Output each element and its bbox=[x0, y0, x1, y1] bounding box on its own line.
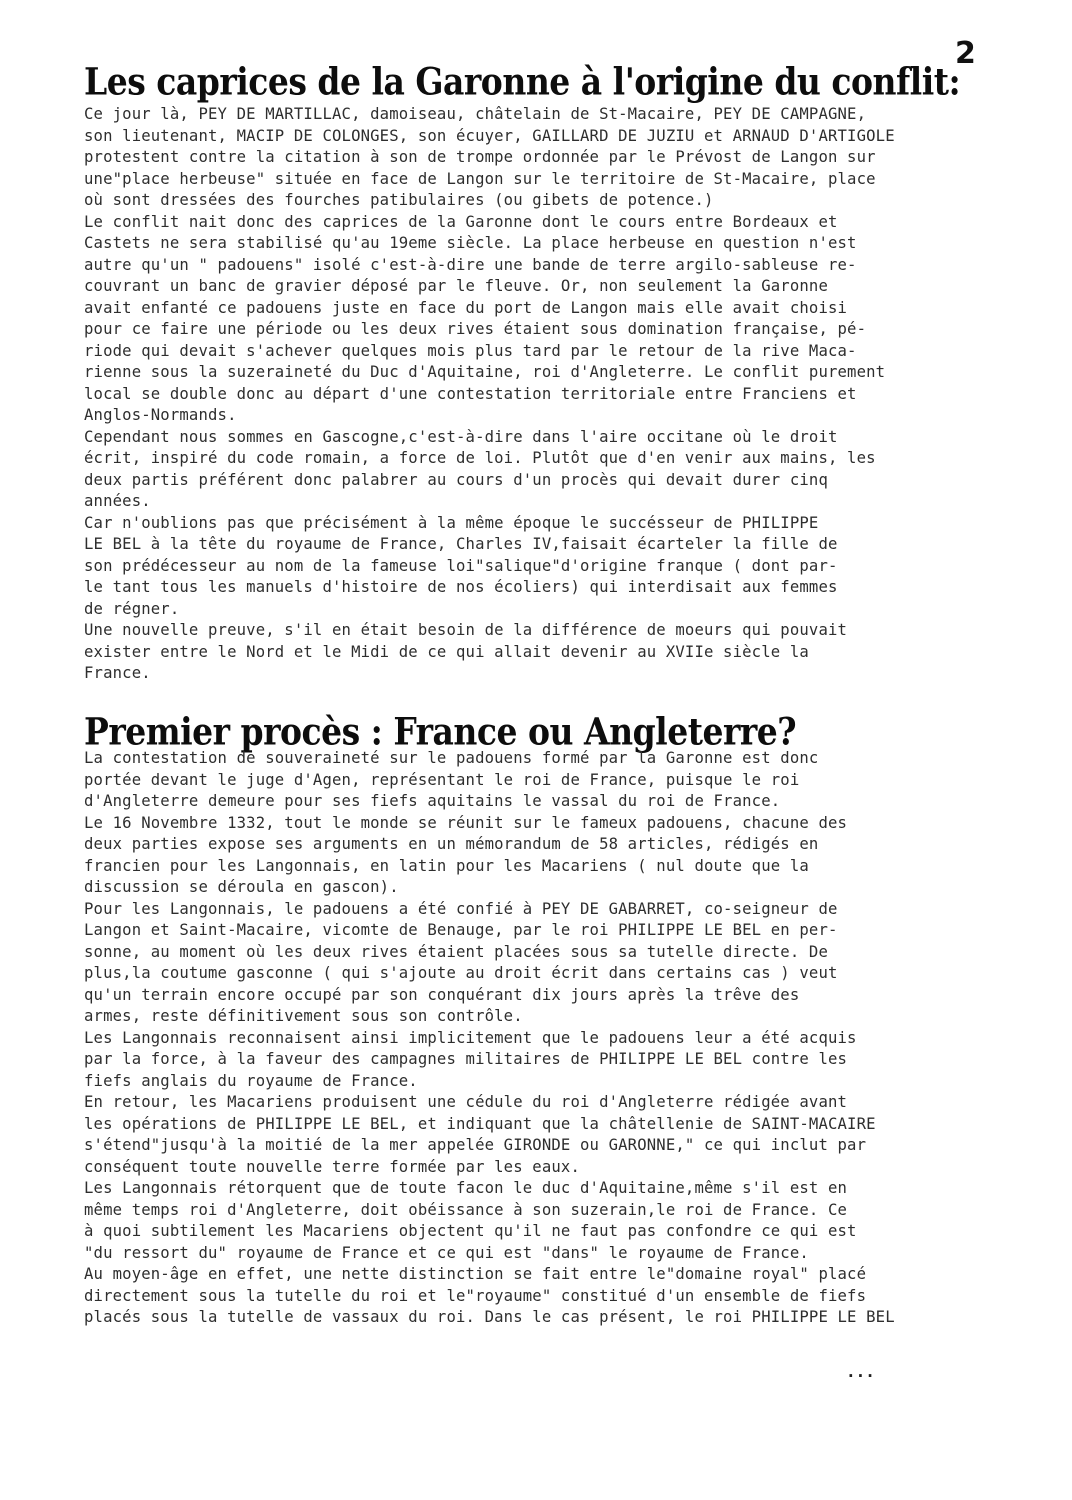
text-line: Les Langonnais reconnaisent ainsi implicitement que le padouens leur a été acquis bbox=[84, 1028, 857, 1047]
section-body-premier-proces bbox=[84, 748, 999, 1329]
text-line: Une nouvelle preuve, s'il en était besoin de la différence de moeurs qui pouvait bbox=[84, 621, 848, 639]
text-line: qu'un terrain encore occupé par son conquérant dix jours après la trêve des bbox=[84, 985, 800, 1004]
text-line: En retour, les Macariens produisent une cédule du roi d'Angleterre rédigée avant bbox=[84, 1093, 848, 1111]
text-line: Langon et Saint-Macaire, vicomte de Benauge, par le roi PHILIPPE LE BEL en per- bbox=[84, 921, 838, 939]
text-line: le tant tous les manuels d'histoire de nos écoliers) qui interdisait aux femmes bbox=[84, 578, 838, 596]
text-line: francien pour les Langonnais, en latin pour les Macariens ( nul doute que la bbox=[84, 856, 809, 875]
text-line: discussion se déroula en gascon). bbox=[84, 878, 399, 896]
text-line: local se double donc au départ d'une contestation territoriale entre Franciens et bbox=[84, 384, 857, 403]
text-line: armes, reste définitivement sous son contrôle. bbox=[84, 1007, 523, 1025]
text-line: protestent contre la citation à son de trompe ordonnée par le Prévost de Langon sur bbox=[84, 148, 876, 166]
section-body-caprices bbox=[84, 104, 999, 685]
text-line: Pour les Langonnais, le padouens a été confié à PEY DE GABARRET, co-seigneur de bbox=[84, 899, 838, 918]
text-line: exister entre le Nord et le Midi de ce qui allait devenir au XVIIe siècle la bbox=[84, 642, 809, 661]
text-line: par la force, à la faveur des campagnes militaires de PHILIPPE LE BEL contre les bbox=[84, 1050, 848, 1068]
text-line: Le conflit nait donc des caprices de la Garonne dont le cours entre Bordeaux et bbox=[84, 212, 838, 231]
text-line: d'Angleterre demeure pour ses fiefs aquitains le vassal du roi de France. bbox=[84, 792, 781, 810]
text-line: Les Langonnais rétorquent que de toute facon le duc d'Aquitaine,même s'il est en bbox=[84, 1179, 848, 1197]
text-line: LE BEL à la tête du royaume de France, Charles IV,faisait écarteler la fille de bbox=[84, 535, 838, 553]
continuation-mark: ... bbox=[846, 1362, 875, 1381]
text-line: autre qu'un " padouens" isolé c'est-à-dire une bande de terre argilo-sableuse re- bbox=[84, 255, 857, 274]
text-line: une"place herbeuse" située en face de Langon sur le territoire de St-Macaire, place bbox=[84, 169, 876, 188]
text-line: pour ce faire une période ou les deux rives étaient sous domination française, pé- bbox=[84, 320, 867, 338]
text-line: directement sous la tutelle du roi et le"royaume" constitué d'un ensemble de fiefs bbox=[84, 1286, 867, 1305]
text-line: son prédécesseur au nom de la fameuse loi"salique"d'origine franque ( dont par- bbox=[84, 556, 838, 575]
text-line: "du ressort du" royaume de France et ce qui est "dans" le royaume de France. bbox=[84, 1243, 809, 1262]
text-line: même temps roi d'Angleterre, doit obéissance à son suzerain,le roi de France. Ce bbox=[84, 1200, 848, 1219]
text-line: Anglos-Normands. bbox=[84, 406, 237, 424]
text-line: Ce jour là, PEY DE MARTILLAC, damoiseau, châtelain de St-Macaire, PEY DE CAMPAGNE, bbox=[84, 105, 867, 123]
text-line: écrit, inspiré du code romain, a force de loi. Plutôt que d'en venir aux mains, les bbox=[84, 449, 876, 467]
section-heading-premier-proces: Premier procès : France ou Angleterre? bbox=[84, 710, 797, 754]
section-heading-caprices: Les caprices de la Garonne à l'origine du conflit: bbox=[84, 60, 961, 104]
text-line: Cependant nous sommes en Gascogne,c'est-à-dire dans l'aire occitane où le droit bbox=[84, 427, 838, 446]
text-line: s'étend"jusqu'à la moitié de la mer appelée GIRONDE ou GARONNE," ce qui inclut par bbox=[84, 1136, 867, 1154]
text-line: Castets ne sera stabilisé qu'au 19eme siècle. La place herbeuse en question n'est bbox=[84, 234, 857, 252]
text-line: les opérations de PHILIPPE LE BEL, et indiquant que la châtellenie de SAINT-MACAIRE bbox=[84, 1114, 876, 1133]
text-line: années. bbox=[84, 492, 151, 510]
text-line: couvrant un banc de gravier déposé par le fleuve. Or, non seulement la Garonne bbox=[84, 277, 828, 295]
text-line: rienne sous la suzeraineté du Duc d'Aquitaine, roi d'Angleterre. Le conflit purement bbox=[84, 363, 886, 381]
text-line: conséquent toute nouvelle terre formée par les eaux. bbox=[84, 1157, 580, 1176]
text-line: portée devant le juge d'Agen, représentant le roi de France, puisque le roi bbox=[84, 770, 800, 789]
text-line: plus,la coutume gasconne ( qui s'ajoute au droit écrit dans certains cas ) veut bbox=[84, 964, 838, 982]
text-line: deux partis préférent donc palabrer au cours d'un procès qui devait durer cinq bbox=[84, 470, 828, 489]
text-line: riode qui devait s'achever quelques mois plus tard par le retour de la rive Maca- bbox=[84, 341, 857, 360]
text-line: son lieutenant, MACIP DE COLONGES, son écuyer, GAILLARD DE JUZIU et ARNAUD D'ARTIGOLE bbox=[84, 126, 895, 145]
text-line: de régner. bbox=[84, 599, 180, 618]
text-line: deux parties expose ses arguments en un mémorandum de 58 articles, rédigés en bbox=[84, 835, 819, 853]
text-line: sonne, au moment où les deux rives étaient placées sous sa tutelle directe. De bbox=[84, 942, 828, 961]
text-line: La contestation de souveraineté sur le padouens formé par la Garonne est donc bbox=[84, 749, 819, 767]
text-line: à quoi subtilement les Macariens objectent qu'il ne faut pas confondre ce qui est bbox=[84, 1222, 857, 1240]
text-line: avait enfanté ce padouens juste en face du port de Langon mais elle avait choisi bbox=[84, 298, 848, 317]
text-line: fiefs anglais du royaume de France. bbox=[84, 1071, 418, 1090]
text-line: Au moyen-âge en effet, une nette distinction se fait entre le"domaine royal" placé bbox=[84, 1265, 867, 1283]
text-line: Le 16 Novembre 1332, tout le monde se réunit sur le fameux padouens, chacune des bbox=[84, 813, 848, 832]
text-line: où sont dressées des fourches patibulaires (ou gibets de potence.) bbox=[84, 191, 714, 209]
text-line: placés sous la tutelle de vassaux du roi. Dans le cas présent, le roi PHILIPPE LE BEL bbox=[84, 1308, 895, 1326]
text-line: Car n'oublions pas que précisément à la même époque le succésseur de PHILIPPE bbox=[84, 513, 819, 532]
page-number: 2 bbox=[955, 36, 976, 71]
text-line: France. bbox=[84, 664, 151, 682]
